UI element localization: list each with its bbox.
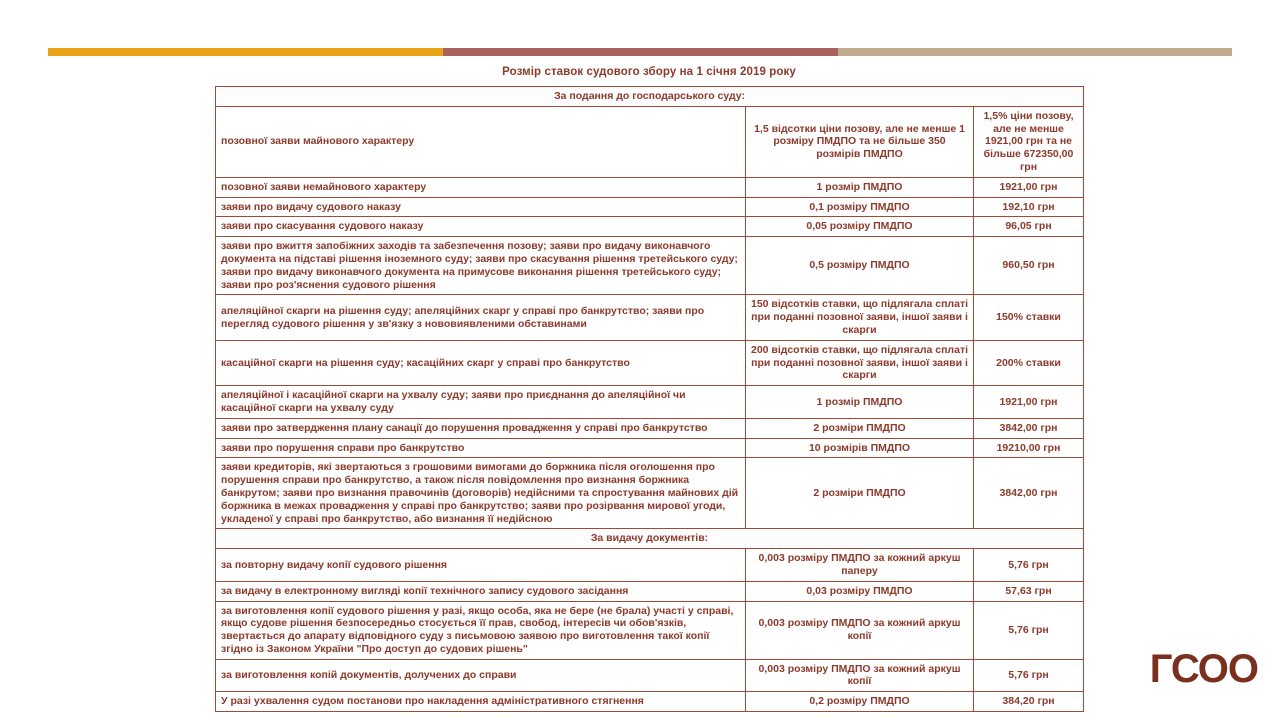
fee-amount-cell: 19210,00 грн: [974, 438, 1084, 458]
fee-amount-cell: 1921,00 грн: [974, 177, 1084, 197]
table-row: [216, 549, 1084, 582]
fee-amount-cell: 3842,00 грн: [974, 458, 1084, 529]
table-row: [216, 601, 1084, 659]
fee-rate-cell: 200 відсотків ставки, що підлягала сплаті при поданні позовної заяви, іншої заяви і скарги: [746, 340, 974, 385]
fee-description-cell: заяви кредиторів, які звертаються з грошовими вимогами до боржника після оголошення про порушення справи про банкрутство, а також після повідомлення про визнання боржника банкрутом; заяви про визнання правочинів (договорів) недійсними та спростування майнових дій боржника в межах провадження у справі про банкрутство; заяви про розірвання мирової угоди, укладеної у справі про банкрутство, або визнання її недійсною: [216, 458, 746, 529]
table-row: [216, 581, 1084, 601]
fee-rate-cell: 0,03 розміру ПМДПО: [746, 581, 974, 601]
fee-rate-cell: 0,003 розміру ПМДПО за кожний аркуш паперу: [746, 549, 974, 582]
fee-description-cell: У разі ухвалення судом постанови про накладення адміністративного стягнення: [216, 692, 746, 712]
fee-amount-cell: 5,76 грн: [974, 601, 1084, 659]
fee-rate-cell: 0,003 розміру ПМДПО за кожний аркуш копії: [746, 659, 974, 692]
fee-description-cell: заяви про видачу судового наказу: [216, 197, 746, 217]
fee-amount-cell: 192,10 грн: [974, 197, 1084, 217]
table-row: [216, 418, 1084, 438]
fee-rate-cell: 150 відсотків ставки, що підлягала сплаті при поданні позовної заяви, іншої заяви і скарги: [746, 295, 974, 340]
table-row: [216, 659, 1084, 692]
fee-amount-cell: 5,76 грн: [974, 549, 1084, 582]
fee-rate-cell: 1 розмір ПМДПО: [746, 177, 974, 197]
table-row: [216, 177, 1084, 197]
fee-description-cell: за виготовлення копії судового рішення у разі, якщо особа, яка не бере (не брала) участі у справі, якщо судове рішення безпосередньо стосується її прав, свобод, інтересів чи обов'язків, звертається до апарату відповідного суду з письмовою заявою про виготовлення такої копії згідно із Законом України "Про доступ до судових рішень": [216, 601, 746, 659]
fee-amount-cell: 960,50 грн: [974, 237, 1084, 295]
fee-rate-cell: 0,003 розміру ПМДПО за кожний аркуш копії: [746, 601, 974, 659]
fee-amount-cell: 1,5% ціни позову, але не менше 1921,00 грн та не більше 672350,00 грн: [974, 106, 1084, 177]
fees-table-container: [215, 86, 1083, 712]
table-row: [216, 197, 1084, 217]
fee-description-cell: за повторну видачу копії судового рішення: [216, 549, 746, 582]
table-row: [216, 458, 1084, 529]
fee-description-cell: заяви про скасування судового наказу: [216, 217, 746, 237]
fee-amount-cell: 150% ставки: [974, 295, 1084, 340]
fee-description-cell: позовної заяви майнового характеру: [216, 106, 746, 177]
table-section-row: [216, 87, 1084, 107]
fees-table-body: [216, 87, 1084, 712]
fee-rate-cell: 0,05 розміру ПМДПО: [746, 217, 974, 237]
court-fees-table: [215, 86, 1084, 712]
table-row: [216, 386, 1084, 419]
fee-rate-cell: 10 розмірів ПМДПО: [746, 438, 974, 458]
table-section-row: [216, 529, 1084, 549]
fee-rate-cell: 0,5 розміру ПМДПО: [746, 237, 974, 295]
decorative-top-bars: [48, 48, 1232, 56]
fee-description-cell: за виготовлення копій документів, долучених до справи: [216, 659, 746, 692]
fee-description-cell: заяви про вжиття запобіжних заходів та забезпечення позову; заяви про видачу виконавчого документа на підставі рішення іноземного суду; заяви про скасування рішення третейського суду; заяви про видачу виконавчого документа на примусове виконання рішення третейського суду; заяви про роз'яснення судового рішення: [216, 237, 746, 295]
fee-description-cell: заяви про порушення справи про банкрутство: [216, 438, 746, 458]
table-row: [216, 217, 1084, 237]
table-row: [216, 106, 1084, 177]
fee-amount-cell: 57,63 грн: [974, 581, 1084, 601]
fee-description-cell: позовної заяви немайнового характеру: [216, 177, 746, 197]
fee-rate-cell: 2 розміри ПМДПО: [746, 418, 974, 438]
organization-logo: ГСОО: [1149, 647, 1258, 691]
table-row: [216, 692, 1084, 712]
fee-amount-cell: 3842,00 грн: [974, 418, 1084, 438]
fee-description-cell: за видачу в електронному вигляді копії технічного запису судового засідання: [216, 581, 746, 601]
fee-rate-cell: 0,1 розміру ПМДПО: [746, 197, 974, 217]
fee-rate-cell: 2 розміри ПМДПО: [746, 458, 974, 529]
table-row: [216, 295, 1084, 340]
table-row: [216, 340, 1084, 385]
fee-amount-cell: 384,20 грн: [974, 692, 1084, 712]
fee-amount-cell: 5,76 грн: [974, 659, 1084, 692]
fee-amount-cell: 200% ставки: [974, 340, 1084, 385]
fee-description-cell: заяви про затвердження плану санації до порушення провадження у справі про банкрутство: [216, 418, 746, 438]
top-bar-segment-2: [443, 48, 837, 56]
table-row: [216, 438, 1084, 458]
table-section-label: За подання до господарського суду:: [216, 87, 1084, 107]
fee-rate-cell: 1,5 відсотки ціни позову, але не менше 1 розміру ПМДПО та не більше 350 розмірів ПМДПО: [746, 106, 974, 177]
fee-rate-cell: 1 розмір ПМДПО: [746, 386, 974, 419]
top-bar-segment-1: [48, 48, 443, 56]
fee-amount-cell: 1921,00 грн: [974, 386, 1084, 419]
fee-description-cell: апеляційної скарги на рішення суду; апеляційних скарг у справі про банкрутство; заяви про перегляд судового рішення у зв'язку з нововиявленими обставинами: [216, 295, 746, 340]
fee-description-cell: апеляційної і касаційної скарги на ухвалу суду; заяви про приєднання до апеляційної чи касаційної скарги на ухвалу суду: [216, 386, 746, 419]
table-section-label: За видачу документів:: [216, 529, 1084, 549]
fee-description-cell: касаційної скарги на рішення суду; касаційних скарг у справі про банкрутство: [216, 340, 746, 385]
table-row: [216, 237, 1084, 295]
page-title: Розмір ставок судового збору на 1 січня 2019 року: [502, 66, 796, 78]
fee-rate-cell: 0,2 розміру ПМДПО: [746, 692, 974, 712]
fee-amount-cell: 96,05 грн: [974, 217, 1084, 237]
top-bar-segment-3: [838, 48, 1232, 56]
